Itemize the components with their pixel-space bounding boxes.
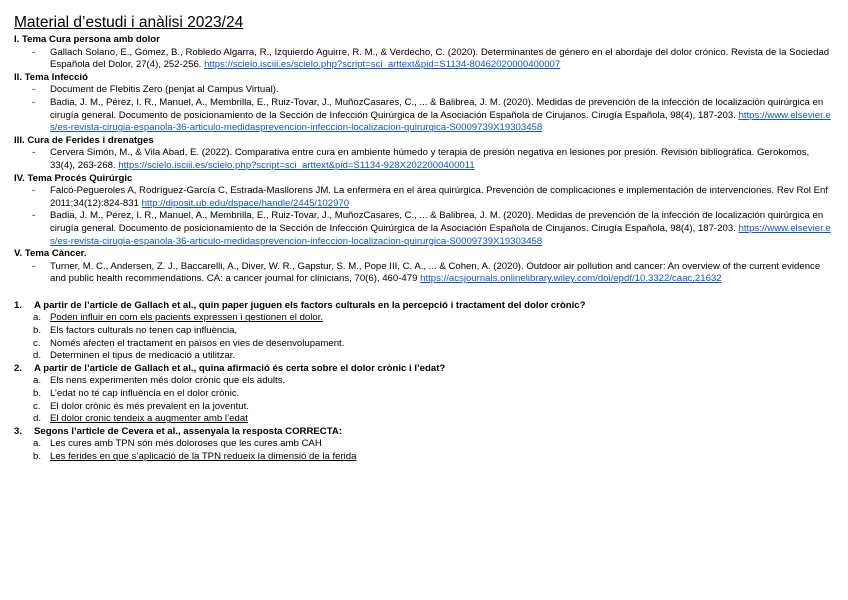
reference-list — [14, 47, 834, 72]
reference-text: Badia, J. M., Pérez, I. R., Manuel, A., Membrilla, E., Ruiz-Tovar, J., MuñozCasares, C., ... & Balibrea, J. M. (2020). Medidas de prevención de la infección de localización quirúrgica en cirugía general. Documento de posicionamiento de la Sección de Infección Quirúrgica de la Asociación Española de Cirujanos. Cirugía Española, 98(4), 187-203. — [50, 210, 824, 234]
question-text: 1. A partir de l’article de Gallach et al., quin paper juguen els factors culturals en la percepció i tractament del dolor crònic? — [14, 299, 586, 311]
reference-list — [14, 147, 834, 172]
reference-text: Document de Flebitis Zero (penjat al Campus Virtual). — [50, 84, 279, 96]
question-list — [14, 300, 834, 464]
option-text: Les cures amb TPN són més doloroses que les cures amb CAH — [50, 438, 322, 450]
option-list — [14, 312, 834, 362]
document-title: Material d’estudi i anàlisi 2023/24 — [14, 14, 244, 31]
reference-link[interactable]: https://scielo.isciii.es/scielo.php?script=sci_arttext&pid=S1134-80462020000400007 — [204, 59, 561, 71]
reference-text: Falcó-Pegueroles A, Rodríguez-García C, Estrada-Masllorens JM. La enfermera en el área quirúrgica. Prevención de complicaciones e implementación de intervenciones. Rev Rol Enf 2011;34(12):824-831 — [50, 185, 829, 209]
option-list — [14, 438, 834, 463]
question-3 — [14, 426, 834, 464]
option-text-selected: Poden influir en com els pacients expressen i gestionen el dolor. — [50, 312, 324, 324]
reference-link[interactable]: https://www.elsevier.es/es-revista-cirugia-espanola-36-articulo-medidasprevencion-infeccion-localizacion-quirurgica-S0009739X19303458 — [50, 222, 831, 247]
reference-text: Badia, J. M., Pérez, I. R., Manuel, A., Membrilla, E., Ruiz-Tovar, J., MuñozCasares, C., ... & Balibrea, J. M. (2020). Medidas de prevención de la infección de localización quirúrgica en cirugía general. Documento de posicionamiento de la Sección de Infección Quirúrgica de la Asociación Española de Cirujanos. Cirugía Española, 98(4), 187-203. — [50, 96, 824, 121]
section-2 — [14, 72, 834, 135]
reference-link[interactable]: https://scielo.isciii.es/scielo.php?script=sci_arttext&pid=S1134-928X2022000400011 — [118, 159, 475, 171]
reference-link[interactable]: https://acsjournals.onlinelibrary.wiley.com/doi/epdf/10.3322/caac.21632 — [420, 273, 722, 285]
option-item: b. Els factors culturals no tenen cap influència, — [33, 325, 238, 337]
option-text: Els factors culturals no tenen cap influència, — [50, 325, 238, 337]
reference-sections — [14, 34, 834, 286]
option-item: c. El dolor crònic és més prevalent en la joventut. — [33, 400, 249, 412]
reference-item: - Falcó-Pegueroles A, Rodríguez-García C, Estrada-Masllorens JM. La enfermera en el área quirúrgica. Prevención de complicaciones e implementación de intervenciones. Rev Rol Enf 2011;34(12):824-831 http://diposit.ub.edu/dspace/handle/2445/102970 — [32, 185, 829, 209]
reference-item: - Badia, J. M., Pérez, I. R., Manuel, A., Membrilla, E., Ruiz-Tovar, J., MuñozCasares, C., ... & Balibrea, J. M. (2020). Medidas de prevención de la infección de localización quirúrgica en cirugía general. Documento de posicionamiento de la Sección de Infección Quirúrgica de la Asociación Española de Cirujanos. Cirugía Española, 98(4), 187-203. https://www.elsevier.es/es-revista-cirugia-espanola-36-articulo-medidasprevencion-infeccion-localizacion-quirurgica-S0009739X19303458 — [32, 210, 831, 247]
reference-item: - Turner, M. C., Andersen, Z. J., Baccarelli, A., Diver, W. R., Gapstur, S. M., Pope III, C. A., ... & Cohen, A. (2020). Outdoor air pollution and cancer: An overview of the current evidence and public health recommendations. CA: a cancer journal for clinicians, 70(6), 460-479 https://acsjournals.onlinelibrary.wiley.com/doi/epdf/10.3322/caac.21632 — [32, 260, 821, 285]
option-item: b. L’edat no té cap influència en el dolor crònic. — [33, 388, 240, 400]
reference-link[interactable]: http://diposit.ub.edu/dspace/handle/2445/102970 — [141, 197, 350, 209]
reference-link[interactable]: https://www.elsevier.es/es-revista-cirugia-espanola-36-articulo-medidasprevencion-infeccion-localizacion-quirurgica-S0009739X19303458 — [50, 109, 831, 134]
section-heading: IV. Tema Procés Quirúrgic — [14, 172, 133, 184]
reference-list — [14, 84, 834, 134]
option-item: d. Determinen el tipus de medicació a utilitzar. — [33, 350, 236, 362]
option-item: d. El dolor cronic tendeix a augmenter amb l’edat — [33, 413, 248, 425]
section-heading: III. Cura de Ferides i drenatges — [14, 134, 154, 146]
option-list — [14, 375, 834, 425]
option-item: c. Només afecten el tractament en països en vies de desenvolupament. — [33, 337, 345, 349]
reference-item: - Gallach Solano, E., Gómez, B., Robledo Algarra, R., Izquierdo Aguirre, R. M., & Verdecho, C. (2020). Determinantes de género en el abordaje del dolor crónico. Revista de la Sociedad Española del Dolor, 27(4), 252-256. https://scielo.isciii.es/scielo.php?script=sci_arttext&pid=S1134-80462020000400007 — [32, 46, 830, 71]
option-text: Només afecten el tractament en països en vies de desenvolupament. — [50, 337, 345, 349]
reference-text: Gallach Solano, E., Gómez, B., Robledo Algarra, R., Izquierdo Aguirre, R. M., & Verdecho, C. (2020). Determinantes de género en el abordaje del dolor crónico. Revista de la Sociedad Española del Dolor, 27(4), 252-256. — [50, 46, 830, 71]
reference-list — [14, 185, 834, 248]
reference-list — [14, 261, 834, 286]
section-3 — [14, 135, 834, 173]
section-heading: V. Tema Càncer. — [14, 248, 87, 260]
reference-item: - Badia, J. M., Pérez, I. R., Manuel, A., Membrilla, E., Ruiz-Tovar, J., MuñozCasares, C., ... & Balibrea, J. M. (2020). Medidas de prevención de la infección de localización quirúrgica en cirugía general. Documento de posicionamiento de la Sección de Infección Quirúrgica de la Asociación Española de Cirujanos. Cirugía Española, 98(4), 187-203. https://www.elsevier.es/es-revista-cirugia-espanola-36-articulo-medidasprevencion-infeccion-localizacion-quirurgica-S0009739X19303458 — [32, 96, 831, 134]
section-4 — [14, 173, 834, 249]
section-1 — [14, 34, 834, 72]
option-text: Determinen el tipus de medicació a utilitzar. — [50, 350, 236, 362]
option-item: a. Poden influir en com els pacients expressen i gestionen el dolor. — [33, 312, 324, 324]
option-text: Els nens experimenten més dolor crònic que els adults. — [50, 375, 286, 387]
reference-text: Turner, M. C., Andersen, Z. J., Baccarelli, A., Diver, W. R., Gapstur, S. M., Pope III, C. A., ... & Cohen, A. (2020). Outdoor air pollution and cancer: An overview of the current evidence and public health recommendations. CA: a cancer journal for clinicians, 70(6), 460-479 — [50, 260, 821, 285]
section-5 — [14, 248, 834, 286]
option-text: El dolor crònic és més prevalent en la joventut. — [50, 400, 249, 412]
reference-text: Cervera Simón, M., & Vila Abad, E. (2022). Comparativa entre cura en ambiente húmedo y terapia de presión negativa en lesiones por presión. Revisión bibliográfica. Gerokomos, 33(4), 263-268. — [50, 147, 810, 171]
section-heading: II. Tema Infecció — [14, 71, 88, 83]
question-2 — [14, 363, 834, 426]
reference-item: - Document de Flebitis Zero (penjat al Campus Virtual). — [32, 84, 279, 96]
option-text-selected: Les ferides en que s’aplicació de la TPN redueix la dimensió de la ferida — [50, 451, 357, 462]
question-1 — [14, 300, 834, 363]
question-text: 2. A partir de l’article de Gallach et al., quina afirmació és certa sobre el dolor crònic i l’edat? — [14, 362, 446, 374]
option-text: L’edat no té cap influència en el dolor crònic. — [50, 388, 240, 400]
question-text: 3. Segons l’article de Cevera et al., assenyala la resposta CORRECTA: — [14, 425, 343, 437]
option-item: a. Les cures amb TPN són més doloroses que les cures amb CAH — [33, 438, 322, 450]
option-text-selected: El dolor cronic tendeix a augmenter amb l’edat — [50, 413, 248, 425]
section-heading: I. Tema Cura persona amb dolor — [14, 34, 160, 45]
option-item: a. Els nens experimenten més dolor crònic que els adults. — [33, 375, 286, 387]
reference-item: - Cervera Simón, M., & Vila Abad, E. (2022). Comparativa entre cura en ambiente húmedo y terapia de presión negativa en lesiones por presión. Revisión bibliográfica. Gerokomos, 33(4), 263-268. https://scielo.isciii.es/scielo.php?script=sci_arttext&pid=S1134-928X2022000400011 — [32, 147, 810, 171]
option-item: b. Les ferides en que s’aplicació de la TPN redueix la dimensió de la ferida — [33, 451, 357, 462]
